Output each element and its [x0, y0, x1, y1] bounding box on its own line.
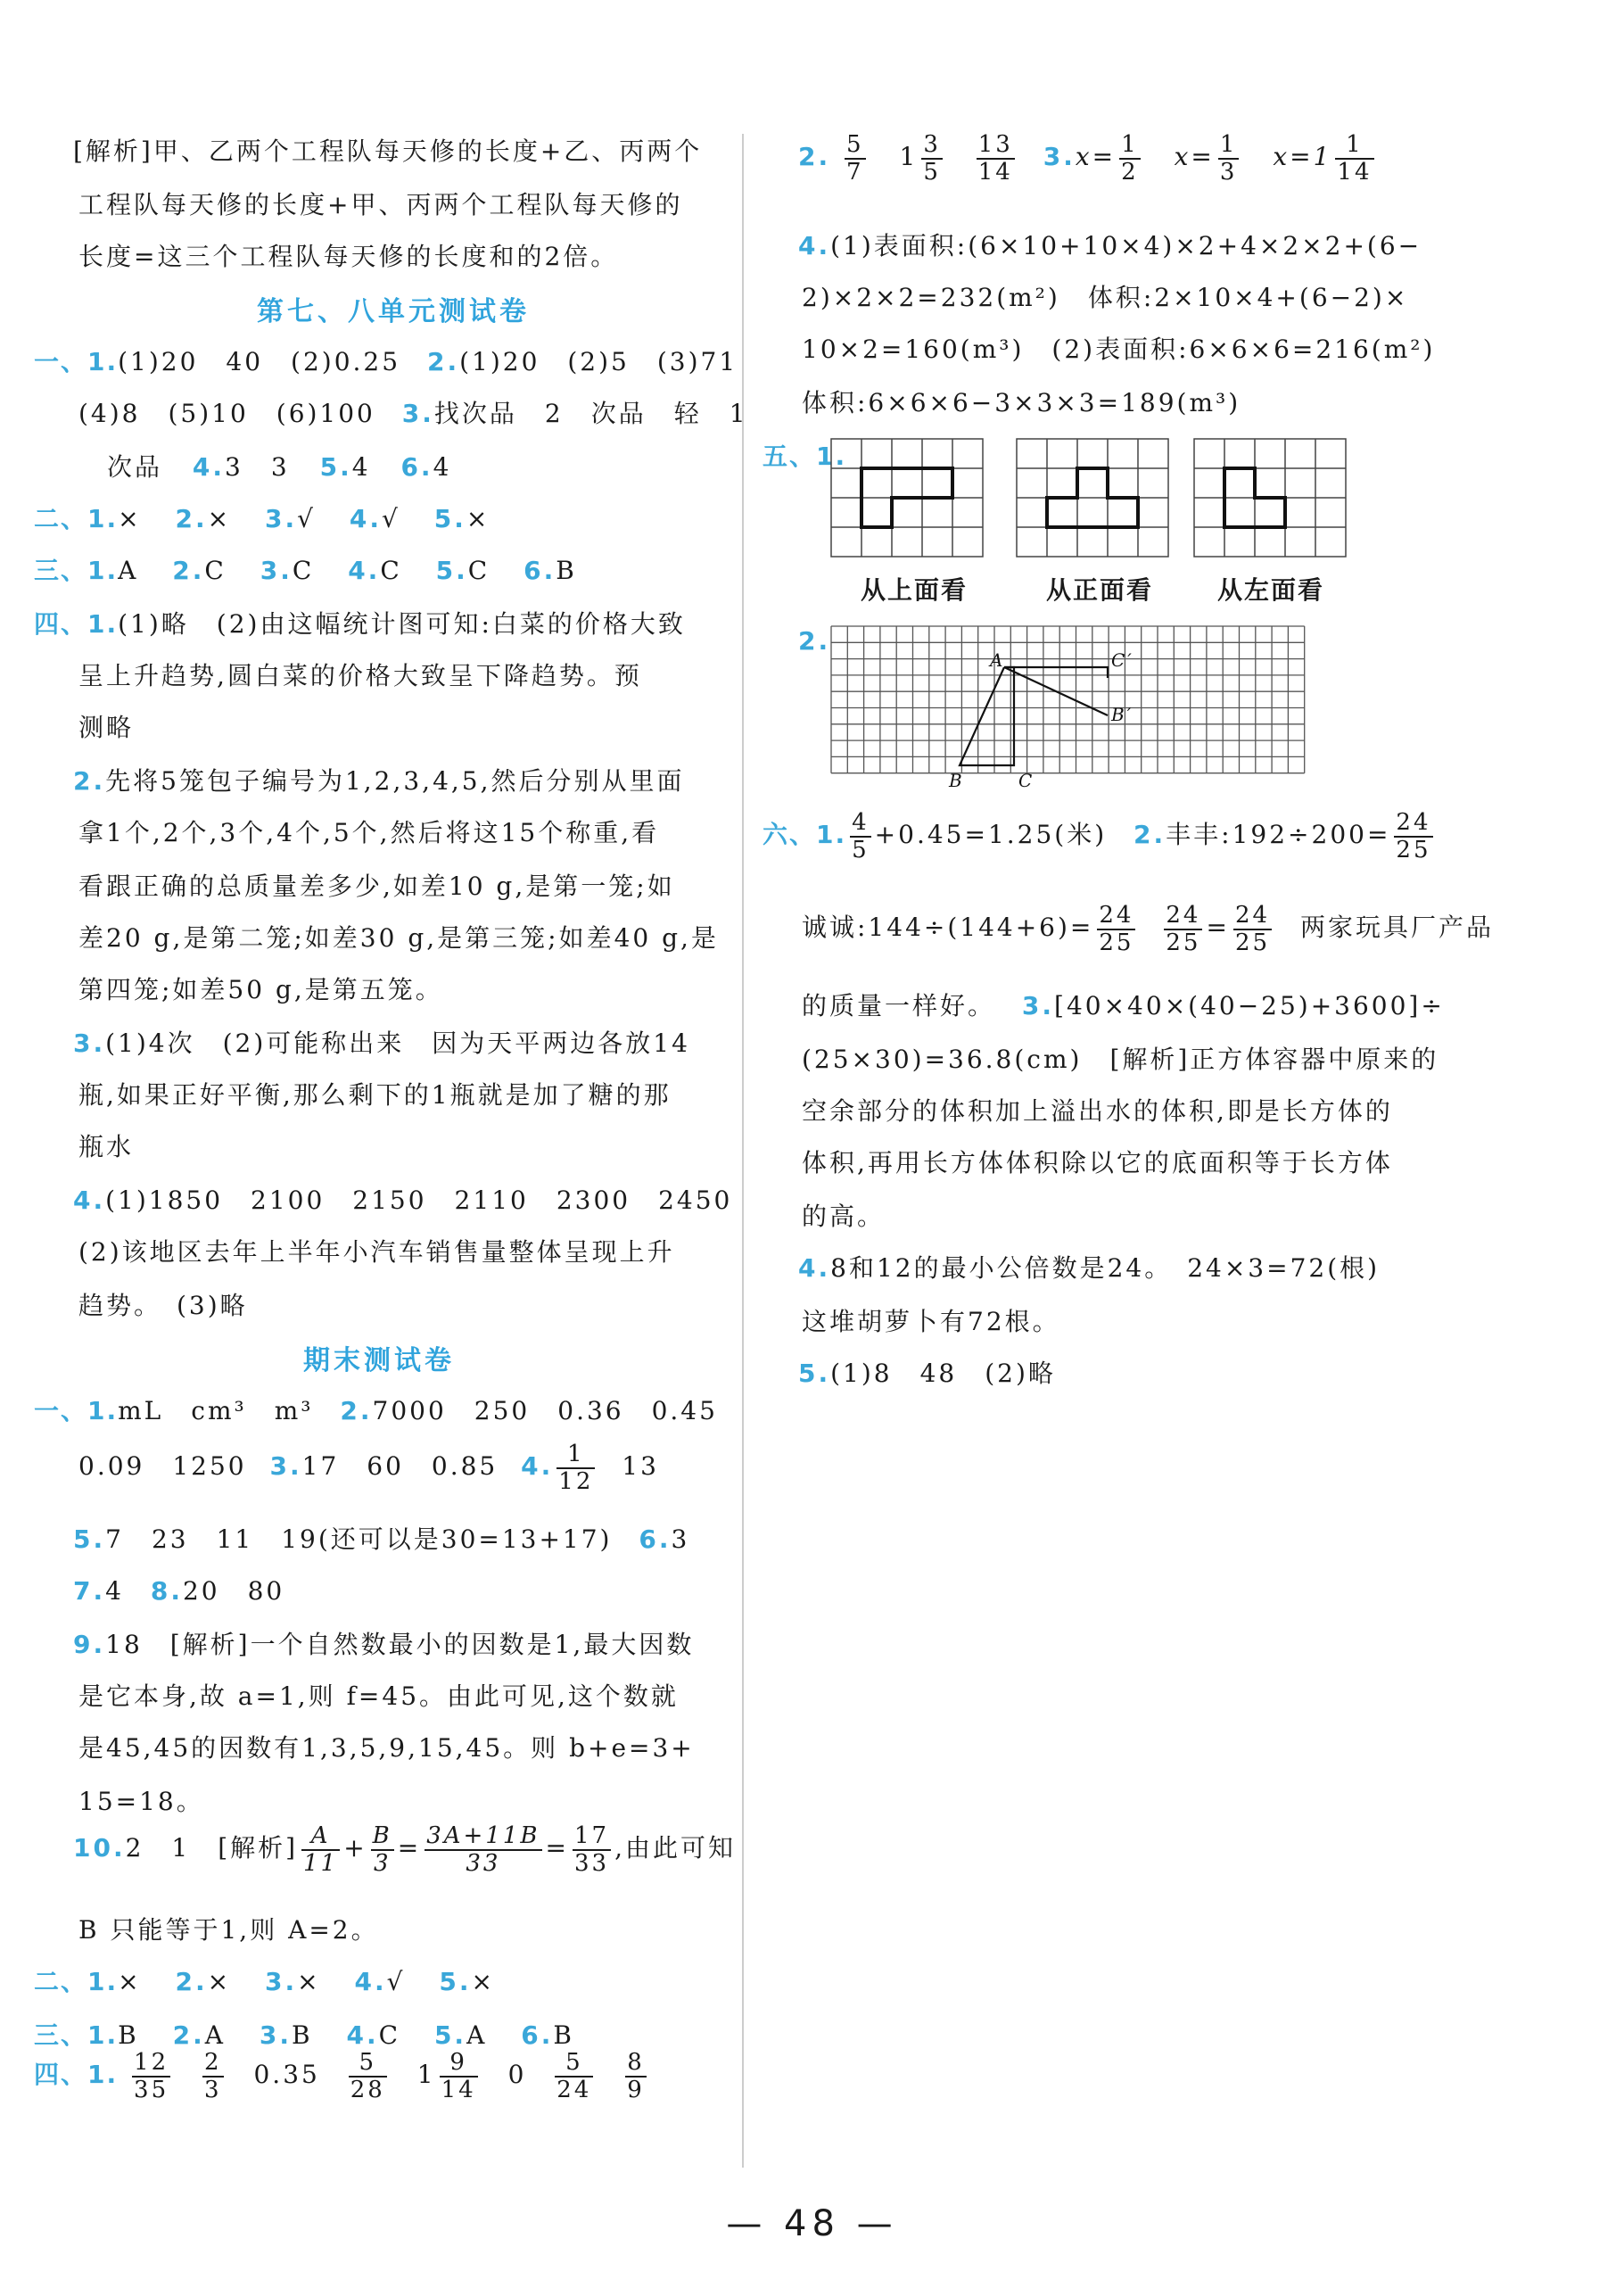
answer-line: 2. — [798, 626, 831, 656]
answer-line — [107, 448, 451, 483]
fraction: $\frac{8}{9}$ — [627, 2049, 645, 2103]
view-label: 从正面看 — [1046, 575, 1154, 605]
rotation-grid-figure — [829, 624, 1320, 794]
answer-line: 9.18 [解析]一个自然数最小的因数是1,最大因数 — [73, 1630, 695, 1659]
answer-line: 空余部分的体积加上溢出水的体积,即是长方体的 — [802, 1096, 1393, 1126]
answer-text: 4 — [433, 452, 452, 482]
answer-text: (4)8 (5)10 (6)100 — [78, 399, 375, 428]
answer-line: 2.先将5笼包子编号为1,2,3,4,5,然后分别从里面 — [73, 766, 685, 796]
answer-text: (1)20 40 (2)0.25 — [118, 347, 401, 376]
answer-text: 3 3 — [225, 452, 290, 482]
point-label-c: C — [1018, 770, 1035, 791]
fraction: $\frac{1}{14}$ — [1337, 131, 1373, 186]
answer-line: 瓶水 — [78, 1132, 135, 1161]
answer-line: 拿1个,2个,3个,4个,5个,然后将这15个称重,看 — [78, 818, 660, 847]
fraction: $\frac{24}{25}$ — [1396, 809, 1431, 863]
answer-text: (1)20 (2)5 (3)71 — [459, 347, 738, 376]
fraction: $\frac{2}{3}$ — [204, 2049, 222, 2103]
answer-line: 4.(1)表面积:(6×10+10×4)×2+4×2×2+(6− — [798, 231, 1422, 260]
answer-line: 是它本身,故 a=1,则 f=45。由此可见,这个数就 — [78, 1681, 679, 1711]
fraction: $\frac{1}{12}$ — [558, 1441, 594, 1495]
answer-line: 看跟正确的总质量差多少,如差10 g,是第一笼;如 — [78, 872, 675, 901]
fraction: $\frac{17}{33}$ — [574, 1822, 610, 1877]
answer-line: 五、1. — [763, 442, 847, 471]
fraction: $\frac{3}{5}$ — [923, 131, 941, 186]
answer-line: B 只能等于1,则 A=2。 — [78, 1915, 379, 1945]
section-heading: 第七、八单元测试卷 — [257, 296, 530, 327]
item-number: 5. — [319, 452, 352, 482]
item-number: 一、1. — [34, 347, 119, 376]
fraction: $\frac{1}{3}$ — [1219, 131, 1238, 186]
answer-line: 趋势。 (3)略 — [78, 1291, 248, 1320]
answer-line: (2)该地区去年上半年小汽车销售量整体呈现上升 — [78, 1237, 675, 1267]
fraction: $\frac{1}{2}$ — [1121, 131, 1139, 186]
left-view-figure — [1192, 437, 1353, 560]
answer-line: 四、1. $\frac{12}{35}$ $\frac{2}{3}$ 0.35 $\frac{5}{28}$ 1 $\frac{9}{14}$ 0 $\frac{5}{24}$ $\frac{8}{9}$ — [34, 2049, 645, 2103]
answer-line: 测略 — [78, 713, 135, 742]
page-number: — 48 — — [726, 2203, 898, 2244]
item-number: 4. — [192, 452, 226, 482]
item-number: 2. — [426, 347, 460, 376]
point-label-b: B — [949, 770, 965, 791]
answer-line: 2)×2×2=232(m²) 体积:2×10×4+(6−2)× — [802, 283, 1409, 312]
answer-text: 找次品 2 次品 轻 1 — [433, 399, 748, 428]
fraction: $\frac{5}{7}$ — [846, 131, 864, 186]
fraction: $\frac{5}{28}$ — [350, 2049, 385, 2103]
explanation-line: 长度=这三个工程队每天修的长度和的2倍。 — [78, 242, 619, 271]
column-divider — [742, 134, 744, 2168]
answer-line: 六、1. $\frac{4}{5}$ +0.45=1.25(米) 2.丰丰:192÷200= $\frac{24}{25}$ — [763, 809, 1431, 863]
answer-line: 的高。 — [802, 1202, 886, 1231]
fraction: $\frac{B}{3}$ — [372, 1822, 392, 1877]
fraction: $\frac{24}{25}$ — [1234, 902, 1271, 956]
fraction: $\frac{4}{5}$ — [852, 809, 870, 863]
answer-line: 诚诚:144÷(144+6)= $\frac{24}{25}$ $\frac{24}{25}$ = $\frac{24}{25}$ 两家玩具厂产品 — [802, 902, 1494, 956]
answer-line: 三、1.B 2.A 3.B 4.C 5.A 6.B — [34, 2020, 574, 2050]
answer-text: 次品 — [107, 452, 163, 482]
section-heading: 期末测试卷 — [303, 1345, 455, 1376]
answer-line: 第四笼;如差50 g,是第五笼。 — [78, 975, 443, 1004]
answer-line: 3.(1)4次 (2)可能称出来 因为天平两边各放14 — [73, 1028, 690, 1058]
answer-line: 四、1.(1)略 (2)由这幅统计图可知:白菜的价格大致 — [34, 609, 686, 639]
fraction: $\frac{9}{14}$ — [441, 2049, 476, 2103]
view-label: 从上面看 — [861, 575, 969, 605]
answer-line: 三、1.A 2.C 3.C 4.C 5.C 6.B — [34, 556, 577, 585]
answer-line: 瓶,如果正好平衡,那么剩下的1瓶就是加了糖的那 — [78, 1080, 672, 1110]
answer-line: 4.(1)1850 2100 2150 2110 2300 2450 — [73, 1185, 733, 1215]
answer-line: 呈上升趋势,圆白菜的价格大致呈下降趋势。预 — [78, 661, 642, 690]
fraction: $\frac{24}{25}$ — [1166, 902, 1201, 956]
item-number: 6. — [400, 452, 433, 482]
answer-line — [78, 394, 748, 430]
view-label: 从左面看 — [1217, 575, 1325, 605]
answer-line: 二、1.× 2.× 3.√ 4.√ 5.× — [34, 504, 490, 533]
answer-line — [34, 343, 738, 378]
answer-line: 15=18。 — [78, 1787, 204, 1816]
answer-line: 10×2=160(m³) (2)表面积:6×6×6=216(m²) — [802, 335, 1436, 364]
answer-line: 5.7 23 11 19(还可以是30=13+17) 6.3 — [73, 1524, 690, 1554]
answer-line: 是45,45的因数有1,3,5,9,15,45。则 b+e=3+ — [78, 1733, 695, 1763]
answer-line: 体积:6×6×6−3×3×3=189(m³) — [802, 388, 1241, 417]
answer-line: 差20 g,是第二笼;如差30 g,是第三笼;如差40 g,是 — [78, 923, 719, 953]
answer-line: 体积,再用长方体体积除以它的底面积等于长方体 — [802, 1148, 1393, 1177]
fraction: $\frac{A}{11}$ — [303, 1822, 339, 1877]
answer-line: 5.(1)8 48 (2)略 — [798, 1359, 1056, 1388]
item-number: 3. — [401, 399, 434, 428]
fraction: $\frac{5}{24}$ — [556, 2049, 592, 2103]
explanation-line: 工程队每天修的长度+甲、丙两个工程队每天修的 — [78, 190, 683, 219]
point-label-b-prime: B′ — [1111, 704, 1134, 725]
answer-line: 2. $\frac{5}{7}$ 1 $\frac{3}{5}$ $\frac{13}{14}$ 3.x= $\frac{1}{2}$ x= $\frac{1}{3}$ x=1 $\frac{1}{14}$ — [798, 131, 1373, 186]
fraction: $\frac{12}{35}$ — [134, 2049, 169, 2103]
answer-line: 一、1.mL cm³ m³ 2.7000 250 0.36 0.45 — [34, 1396, 718, 1425]
point-label-a: A — [990, 649, 1006, 671]
front-view-figure — [1015, 437, 1175, 560]
answer-line: 10.2 1 [解析] $\frac{A}{11}$ + $\frac{B}{3}$ = $\frac{3A+11B}{33}$ = $\frac{17}{33}$ ,由此可知 — [73, 1822, 736, 1877]
answer-line: 二、1.× 2.× 3.× 4.√ 5.× — [34, 1967, 495, 1996]
answer-text: 4 — [351, 452, 371, 482]
answer-line: 4.8和12的最小公倍数是24。 24×3=72(根) — [798, 1253, 1381, 1283]
answer-line: 7.4 8.20 80 — [73, 1576, 285, 1606]
fraction: $\frac{13}{14}$ — [977, 131, 1013, 186]
explanation-line: [解析]甲、乙两个工程队每天修的长度+乙、丙两个 — [73, 136, 703, 166]
fraction: $\frac{24}{25}$ — [1099, 902, 1134, 956]
top-view-figure — [829, 437, 990, 560]
answer-line: 0.09 1250 3.17 60 0.85 4. $\frac{1}{12}$ 13 — [78, 1441, 659, 1495]
fraction: $\frac{3A+11B}{33}$ — [426, 1822, 540, 1877]
answer-line: (25×30)=36.8(cm) [解析]正方体容器中原来的 — [802, 1045, 1439, 1074]
point-label-c-prime: C′ — [1111, 649, 1134, 671]
answer-line: 这堆胡萝卜有72根。 — [802, 1307, 1060, 1336]
answer-line: 的质量一样好。 3.[40×40×(40−25)+3600]÷ — [802, 991, 1445, 1020]
